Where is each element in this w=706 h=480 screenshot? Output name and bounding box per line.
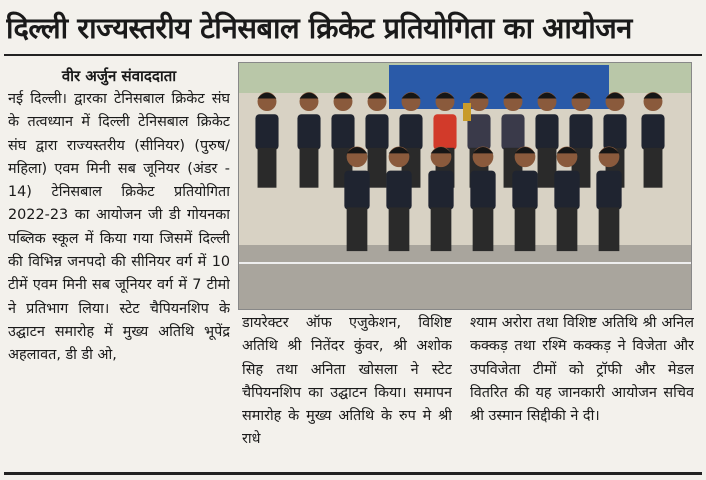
back-person-10-body	[569, 114, 592, 150]
front-person-2-body	[386, 171, 411, 210]
front-person-4-body	[470, 171, 495, 210]
back-person-6-body	[433, 114, 456, 150]
footer-rule	[4, 472, 702, 475]
article-column-1	[8, 88, 230, 468]
front-person-7-body	[596, 171, 621, 210]
team-photo-illustration	[239, 63, 691, 309]
front-person-5-body	[512, 171, 537, 210]
front-person-2-legs	[389, 207, 410, 251]
article-column-3	[470, 312, 694, 472]
back-person-2-legs	[300, 148, 319, 188]
front-person-5-legs	[515, 207, 536, 251]
front-person-1-legs	[347, 207, 368, 251]
back-person-11-body	[603, 114, 626, 150]
front-person-3-body	[428, 171, 453, 210]
back-person-9-legs	[538, 148, 557, 188]
back-person-8-body	[501, 114, 524, 150]
back-person-4-legs	[368, 148, 387, 188]
article-text-2: डायरेक्टर ऑफ एजुकेशन, विशिष्ट अतिथि श्री नितेंदर कुंवर, श्री अशोक सिह तथा अनिता खोसला ने स्टेट चैपियनशिप का उद्घाटन किया। समापन समारोह के मुख्य अतिथि के रुप मे श्री राधे	[242, 315, 452, 448]
back-person-5-body	[399, 114, 422, 150]
back-person-12-body	[641, 114, 664, 150]
back-person-1-body	[255, 114, 278, 150]
front-person-6-legs	[557, 207, 578, 251]
front-person-1-body	[344, 171, 369, 210]
team-photo	[238, 62, 692, 310]
front-person-7-legs	[599, 207, 620, 251]
headline: दिल्ली राज्यस्तरीय टेनिसबाल क्रिकेट प्रतियोगिता का आयोजन	[6, 11, 632, 45]
headline-rule	[4, 54, 702, 56]
back-person-3-body	[331, 114, 354, 150]
byline: वीर अर्जुन संवाददाता	[61, 67, 177, 85]
photo-ground	[239, 245, 691, 309]
article-text-1: नई दिल्ली। द्वारका टेनिसबाल क्रिकेट संघ के तत्वध्यान में दिल्ली टेनिसबाल क्रिकेट संघ द्वारा राज्यस्तरीय (सीनियर) (पुरुष/महिला) एवम मिनी सब जूनियर (अंडर - 14) टेनिसबाल क्रिकेट प्रतियोगिता 2022-23 का आयोजन जी डी गोयनका पब्लिक स्कूल में किया गया जिसमें दिल्ली की विभिन्न जनपदो की सीनियर वर्ग में 10 टीमें एवम मिनी सब जूनियर वर्ग में 7 टीमो ने प्रतिभाग लिया। स्टेट चैपियनशिप के उद्घाटन समारोह में मुख्य अतिथि भूपेंद्र अहलावत, डी डी ओ,	[8, 91, 230, 364]
front-person-3-legs	[431, 207, 452, 251]
back-person-1-legs	[258, 148, 277, 188]
article-column-2	[242, 312, 452, 472]
back-person-4-body	[365, 114, 388, 150]
back-person-12-legs	[644, 148, 663, 188]
back-person-2-body	[297, 114, 320, 150]
article-text-3: श्याम अरोरा तथा विशिष्ट अतिथि श्री अनिल कक्कड़ तथा रश्मि कक्कड़ ने विजेता और उपविजेता टीमों को ट्रॉफी और मेडल वितरित की यह जानकारी आयोजन सचिव श्री उस्मान सिद्दीकी ने दी।	[470, 315, 694, 425]
photo-trophy	[463, 103, 471, 121]
back-person-9-body	[535, 114, 558, 150]
front-person-4-legs	[473, 207, 494, 251]
front-person-6-body	[554, 171, 579, 210]
